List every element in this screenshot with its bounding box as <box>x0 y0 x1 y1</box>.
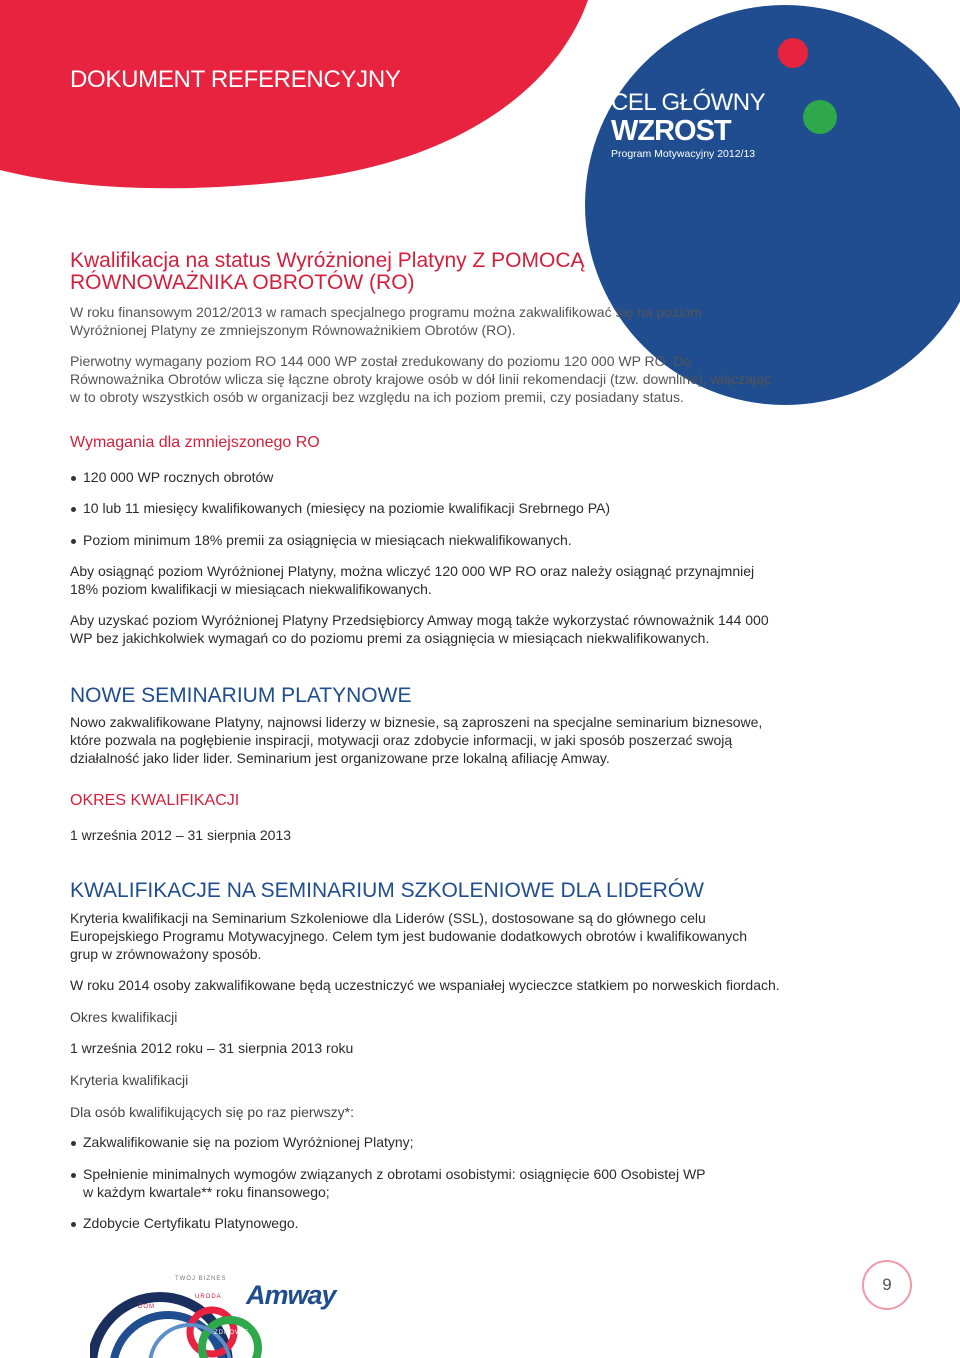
text-line: w każdym kwartale** roku finansowego; <box>83 1183 330 1200</box>
section3-title: KWALIFIKACJE NA SEMINARIUM SZKOLENIOWE DLA LIDERÓW <box>70 879 704 902</box>
text-line: Równoważnika Obrotów wlicza się łączne obroty krajowe osób w dół linii rekomendacji (tzw. downline), włączając <box>70 370 772 387</box>
section1-para1 <box>70 304 895 340</box>
ring-label-home: DOM <box>138 1304 155 1310</box>
section1-title-line2: RÓWNOWAŻNIKA OBROTÓW (RO) <box>70 271 415 294</box>
requirements-title: Wymagania dla zmniejszonego RO <box>70 434 320 451</box>
section1-para2 <box>70 353 895 406</box>
period-value: 1 września 2012 – 31 sierpnia 2013 <box>70 827 292 843</box>
header-blue-circle <box>585 5 960 405</box>
page-number <box>862 1260 912 1310</box>
text-line: 18% poziom kwalifikacji w miesiącach niekwalifikowanych. <box>70 580 432 597</box>
goal-block <box>611 90 765 161</box>
period-title: OKRES KWALIFIKACJI <box>70 792 240 809</box>
text-line: grup w zrównoważony sposób. <box>70 945 262 962</box>
first-time-label: Dla osób kwalifikujących się po raz pierwszy*: <box>70 1104 354 1120</box>
requirements-list <box>70 469 895 487</box>
goal-growth: WZROST <box>611 115 731 147</box>
text-line: które pozwala na pogłębienie inspiracji, motywacji oraz zdobycie informacji, w jaki sposób poszerzać swoją <box>70 731 733 748</box>
criteria-list <box>70 1215 895 1233</box>
page-number-text: 9 <box>882 1275 892 1294</box>
goal-title: CEL GŁÓWNY <box>611 89 766 116</box>
header-red-dot <box>778 38 808 68</box>
list-item: 120 000 WP rocznych obrotów <box>70 469 895 487</box>
section1-para3 <box>70 563 895 599</box>
criteria-list <box>70 1166 895 1202</box>
list-item <box>70 1166 895 1202</box>
section3-para2: W roku 2014 osoby zakwalifikowane będą uczestniczyć we wspaniałej wycieczce statkiem po norweskich fiordach. <box>70 977 780 993</box>
text-line: Europejskiego Programu Motywacyjnego. Celem tym jest budowanie dodatkowych obrotów i kwalifikowanych <box>70 927 747 944</box>
section3-para1 <box>70 910 895 963</box>
text-line: w to obroty wszystkich osób w organizacji bez względu na ich poziom premii, czy posiadany status. <box>70 388 684 405</box>
ring-label-beauty: URODA <box>195 1294 222 1300</box>
qualification-period-value: 1 września 2012 roku – 31 sierpnia 2013 roku <box>70 1040 354 1056</box>
header-green-dot <box>803 100 837 134</box>
goal-program: Program Motywacyjny 2012/13 <box>611 148 756 160</box>
text-line: Nowo zakwalifikowane Platyny, najnowsi liderzy w biznesie, są zaproszeni na specjalne seminarium biznesowe, <box>70 714 763 730</box>
section1-title <box>70 250 895 294</box>
text-line: Spełnienie minimalnych wymogów związanych z obrotami osobistymi: osiągnięcie 600 Osobistej WP <box>83 1166 706 1182</box>
requirements-list <box>70 532 895 550</box>
text-line: Wyróżnionej Platyny ze zmniejszonym Równoważnikiem Obrotów (RO). <box>70 321 516 338</box>
section2-title: NOWE SEMINARIUM PLATYNOWE <box>70 684 412 707</box>
text-line: Aby osiągnąć poziom Wyróżnionej Platyny, można wliczyć 120 000 WP RO oraz należy osiągnąć przynajmniej <box>70 563 755 579</box>
text-line: Aby uzyskać poziom Wyróżnionej Platyny Przedsiębiorcy Amway mogą także wykorzystać równoważnik 144 000 <box>70 612 769 628</box>
text-line: WP bez jakichkolwiek wymagań co do poziomu premi za osiągnięcia w miesiącach niekwalifikowanych. <box>70 629 710 646</box>
text-line: W roku finansowym 2012/2013 w ramach specjalnego programu można zakwalifikować się na poziom <box>70 304 702 320</box>
ring-label-business: TWÓJ BIZNES <box>175 1276 227 1282</box>
qualification-period-label: Okres kwalifikacji <box>70 1009 178 1025</box>
text-line: Pierwotny wymagany poziom RO 144 000 WP został zredukowany do poziomu 120 000 WP RO. Do <box>70 353 692 369</box>
list-item: Poziom minimum 18% premii za osiągnięcia w miesiącach niekwalifikowanych. <box>70 532 895 550</box>
list-item: Zakwalifikowanie się na poziom Wyróżnionej Platyny; <box>70 1134 895 1152</box>
section1-title-line1: Kwalifikacja na status Wyróżnionej Platyny Z POMOCĄ <box>70 249 585 272</box>
list-item: 10 lub 11 miesięcy kwalifikowanych (miesięcy na poziomie kwalifikacji Srebrnego PA) <box>70 500 895 518</box>
criteria-label: Kryteria kwalifikacji <box>70 1072 189 1088</box>
ring-label-health: ZDROWIE <box>214 1330 250 1336</box>
section1-para4 <box>70 612 895 648</box>
red-arc-shape <box>0 0 588 188</box>
document-title: DOKUMENT REFERENCYJNY <box>70 66 401 93</box>
list-item: Zdobycie Certyfikatu Platynowego. <box>70 1215 895 1233</box>
text-line: Kryteria kwalifikacji na Seminarium Szkoleniowe dla Liderów (SSL), dostosowane są do głównego celu <box>70 910 706 926</box>
section2-para <box>70 714 895 767</box>
criteria-list <box>70 1134 895 1152</box>
text-line: działalność jako lider lider. Seminarium jest organizowane prze lokalną afiliację Amway. <box>70 749 610 766</box>
requirements-list <box>70 500 895 518</box>
amway-logo: Amway <box>246 1280 336 1310</box>
